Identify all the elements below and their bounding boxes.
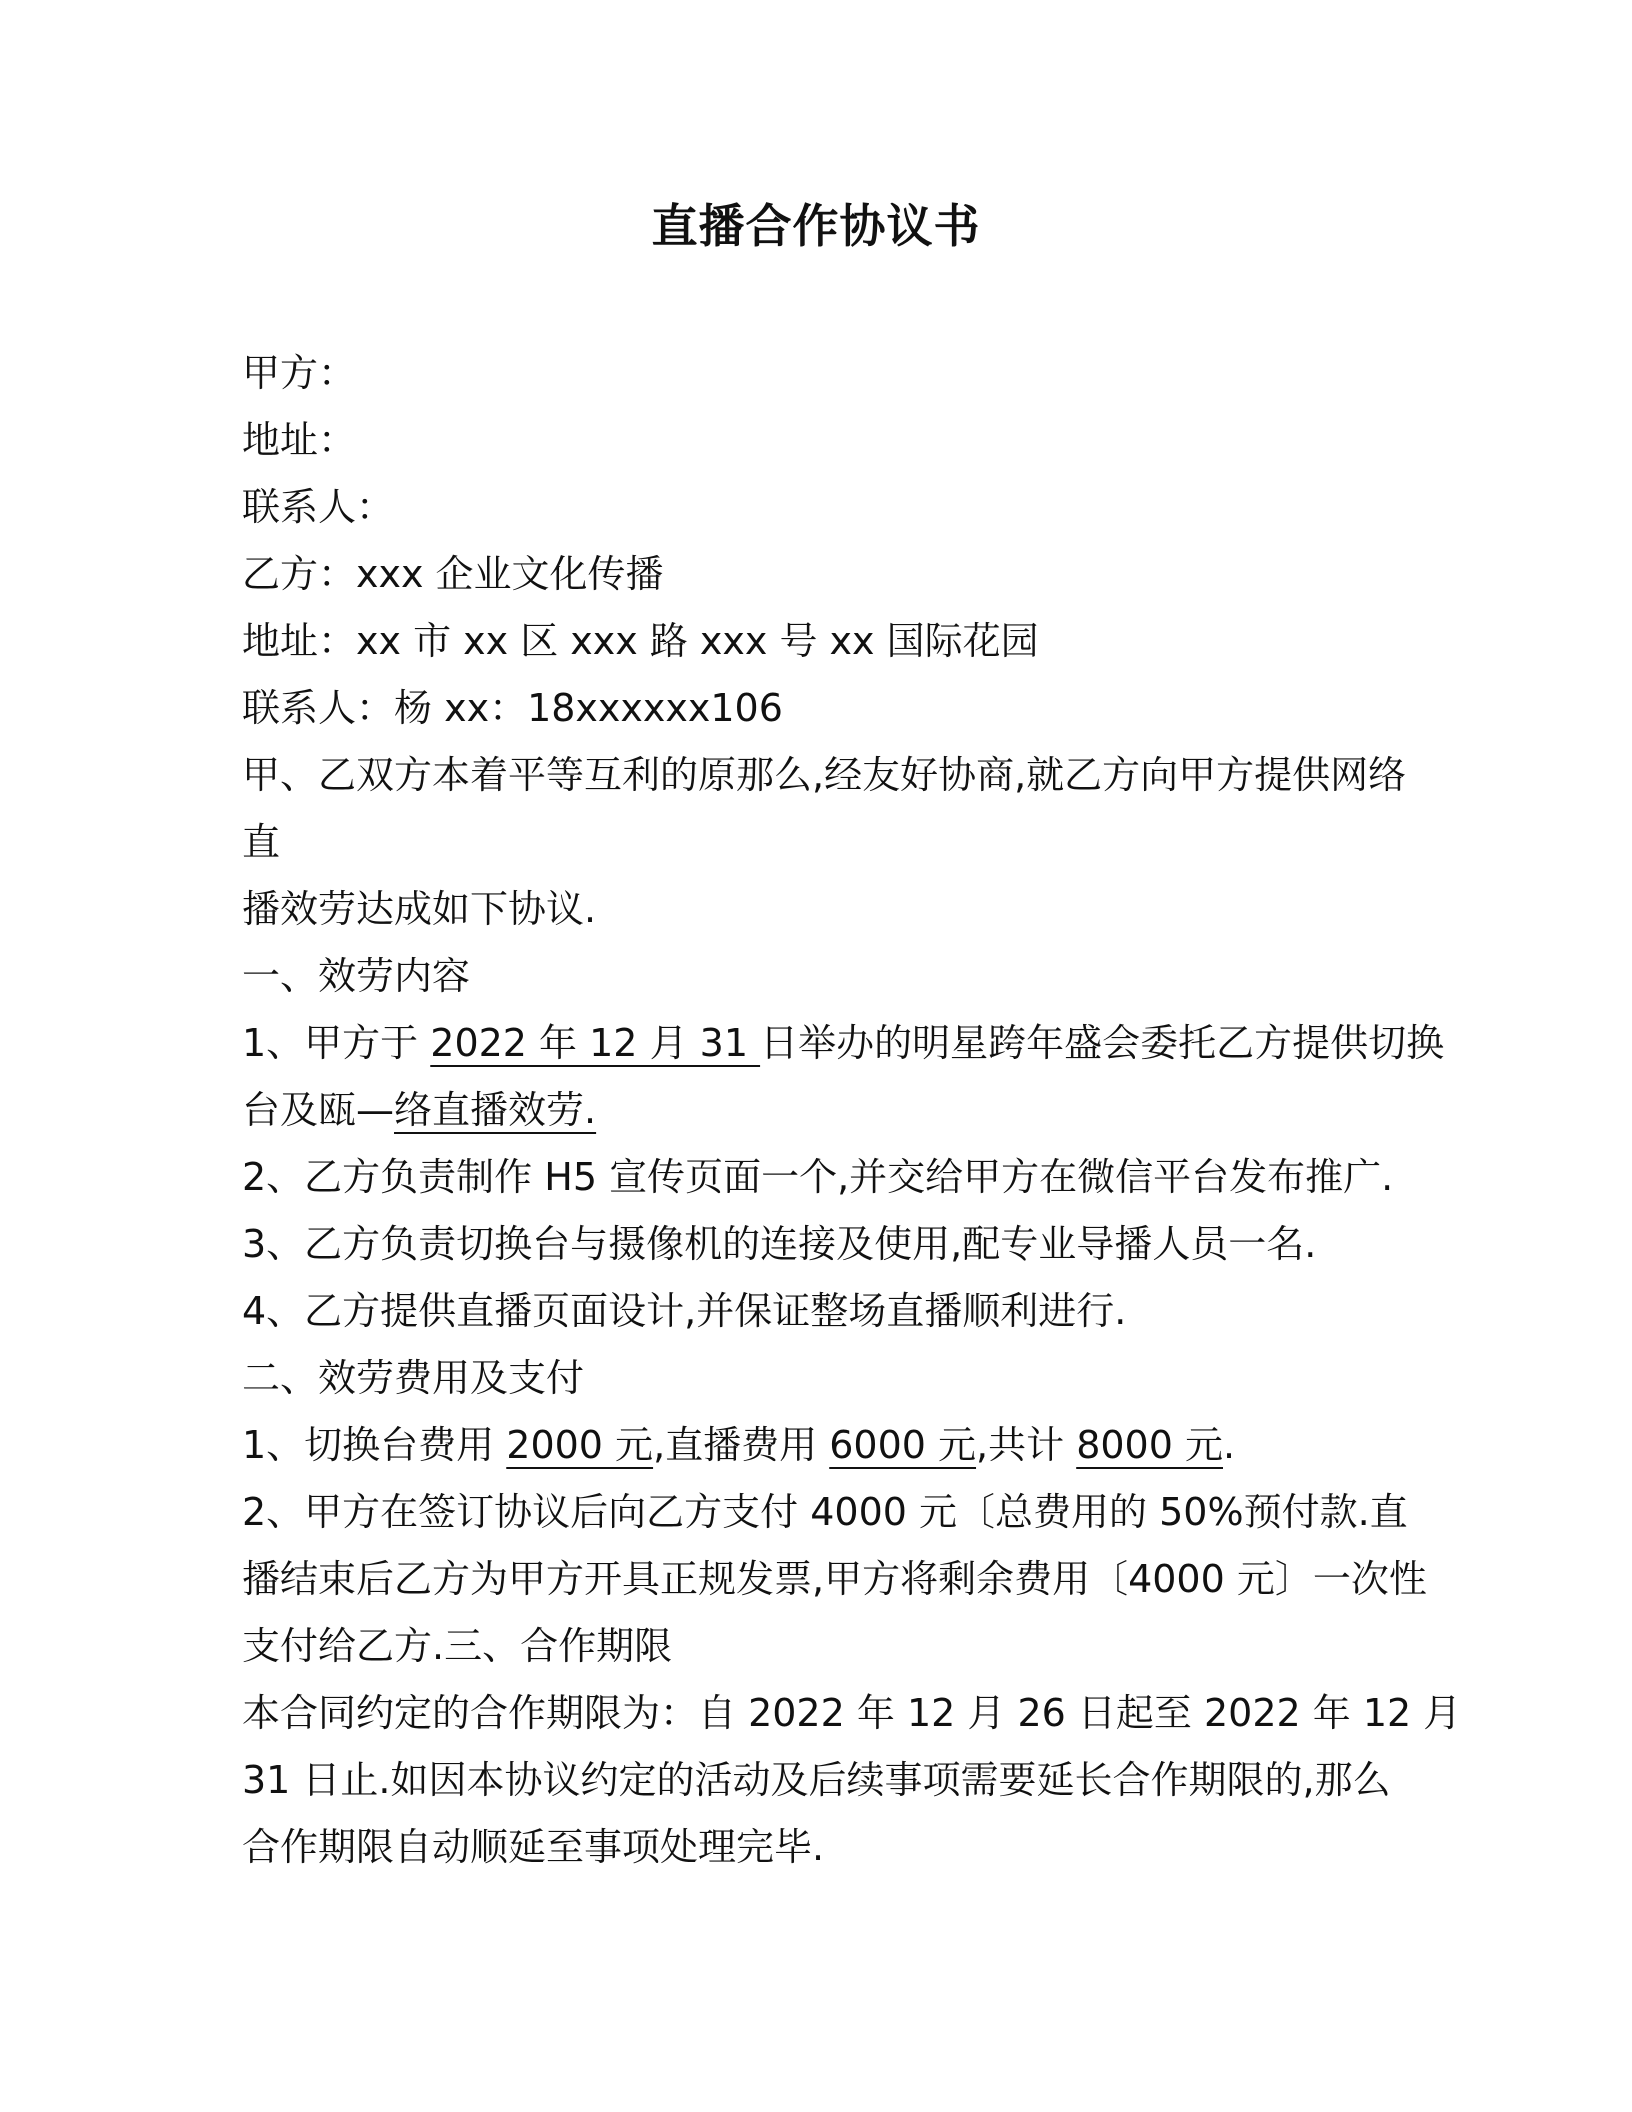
section-2-item-1-suffix: .	[1223, 1423, 1236, 1467]
party-b-address-line	[242, 608, 1412, 675]
section-1-item-3: 3、乙方负责切换台与摄像机的连接及使用,配专业导播人员一名.	[242, 1222, 1317, 1266]
intro-line-3: 播效劳达成如下协议.	[242, 887, 597, 931]
party-b-line	[242, 541, 1412, 608]
service-type: 络直播效劳.	[394, 1088, 597, 1132]
party-b-address: xx 市 xx 区 xxx 路 xxx 号 xx 国际花园	[356, 619, 1039, 663]
party-b-contact-label: 联系人：	[242, 686, 395, 730]
total-fee: 8000 元	[1076, 1423, 1223, 1467]
section-1-item-2: 2、乙方负责制作 H5 宣传页面一个,并交给甲方在微信平台发布推广.	[242, 1155, 1394, 1199]
party-a-contact-label: 联系人：	[242, 485, 395, 529]
section-3-line-3: 合作期限自动顺延至事项处理完毕.	[242, 1825, 825, 1869]
section-2-item-1-mid-1: ,直播费用	[653, 1423, 830, 1467]
intro-line-2: 直	[242, 820, 281, 864]
party-a-label: 甲方：	[242, 351, 357, 395]
section-1-item-1-rest: 日举办的明星跨年盛会委托乙方提供切换	[760, 1021, 1445, 1065]
intro-line-1: 甲、乙双方本着平等互利的原那么,经友好协商,就乙方向甲方提供网络	[242, 753, 1407, 797]
section-2-item-2-line-1: 2、甲方在签订协议后向乙方支付 4000 元〔总费用的 50%预付款.直	[242, 1490, 1408, 1534]
party-b-name: xxx 企业文化传播	[356, 552, 664, 596]
section-2-heading: 二、效劳费用及支付	[242, 1356, 585, 1400]
section-1-item-4: 4、乙方提供直播页面设计,并保证整场直播顺利进行.	[242, 1289, 1127, 1333]
party-a-address-label: 地址：	[242, 418, 357, 462]
section-1-item-1-prefix: 1、甲方于	[242, 1021, 431, 1065]
section-1-heading: 一、效劳内容	[242, 954, 471, 998]
section-3-line-2: 31 日止.如因本协议约定的活动及后续事项需要延长合作期限的,那么	[242, 1758, 1391, 1802]
event-date: 2022 年 12 月 31	[430, 1021, 761, 1065]
section-2-item-1	[242, 1412, 1412, 1479]
section-2-item-1-mid-2: ,共计	[976, 1423, 1077, 1467]
party-b-contact-line	[242, 675, 1412, 742]
party-b-contact: 杨 xx：18xxxxxx106	[394, 686, 783, 730]
live-fee: 6000 元	[829, 1423, 977, 1467]
section-1-item-1-line-1	[242, 1010, 1445, 1077]
party-b-address-label: 地址：	[242, 619, 357, 663]
section-1-item-1-line-2-prefix: 台及瓯—	[242, 1088, 395, 1132]
section-1-item-1-line-2	[242, 1077, 1412, 1144]
section-2-item-2-line-2: 播结束后乙方为甲方开具正规发票,甲方将剩余费用〔4000 元〕一次性	[242, 1557, 1427, 1601]
switch-fee: 2000 元	[506, 1423, 654, 1467]
section-2-item-1-prefix: 1、切换台费用	[242, 1423, 507, 1467]
document-body	[242, 340, 1462, 1881]
section-2-item-2-line-3: 支付给乙方.三、合作期限	[242, 1624, 673, 1668]
section-3-line-1: 本合同约定的合作期限为：自 2022 年 12 月 26 日起至 2022 年 12 月	[242, 1691, 1462, 1735]
document-title: 直播合作协议书	[651, 199, 981, 253]
party-b-label: 乙方：	[242, 552, 357, 596]
